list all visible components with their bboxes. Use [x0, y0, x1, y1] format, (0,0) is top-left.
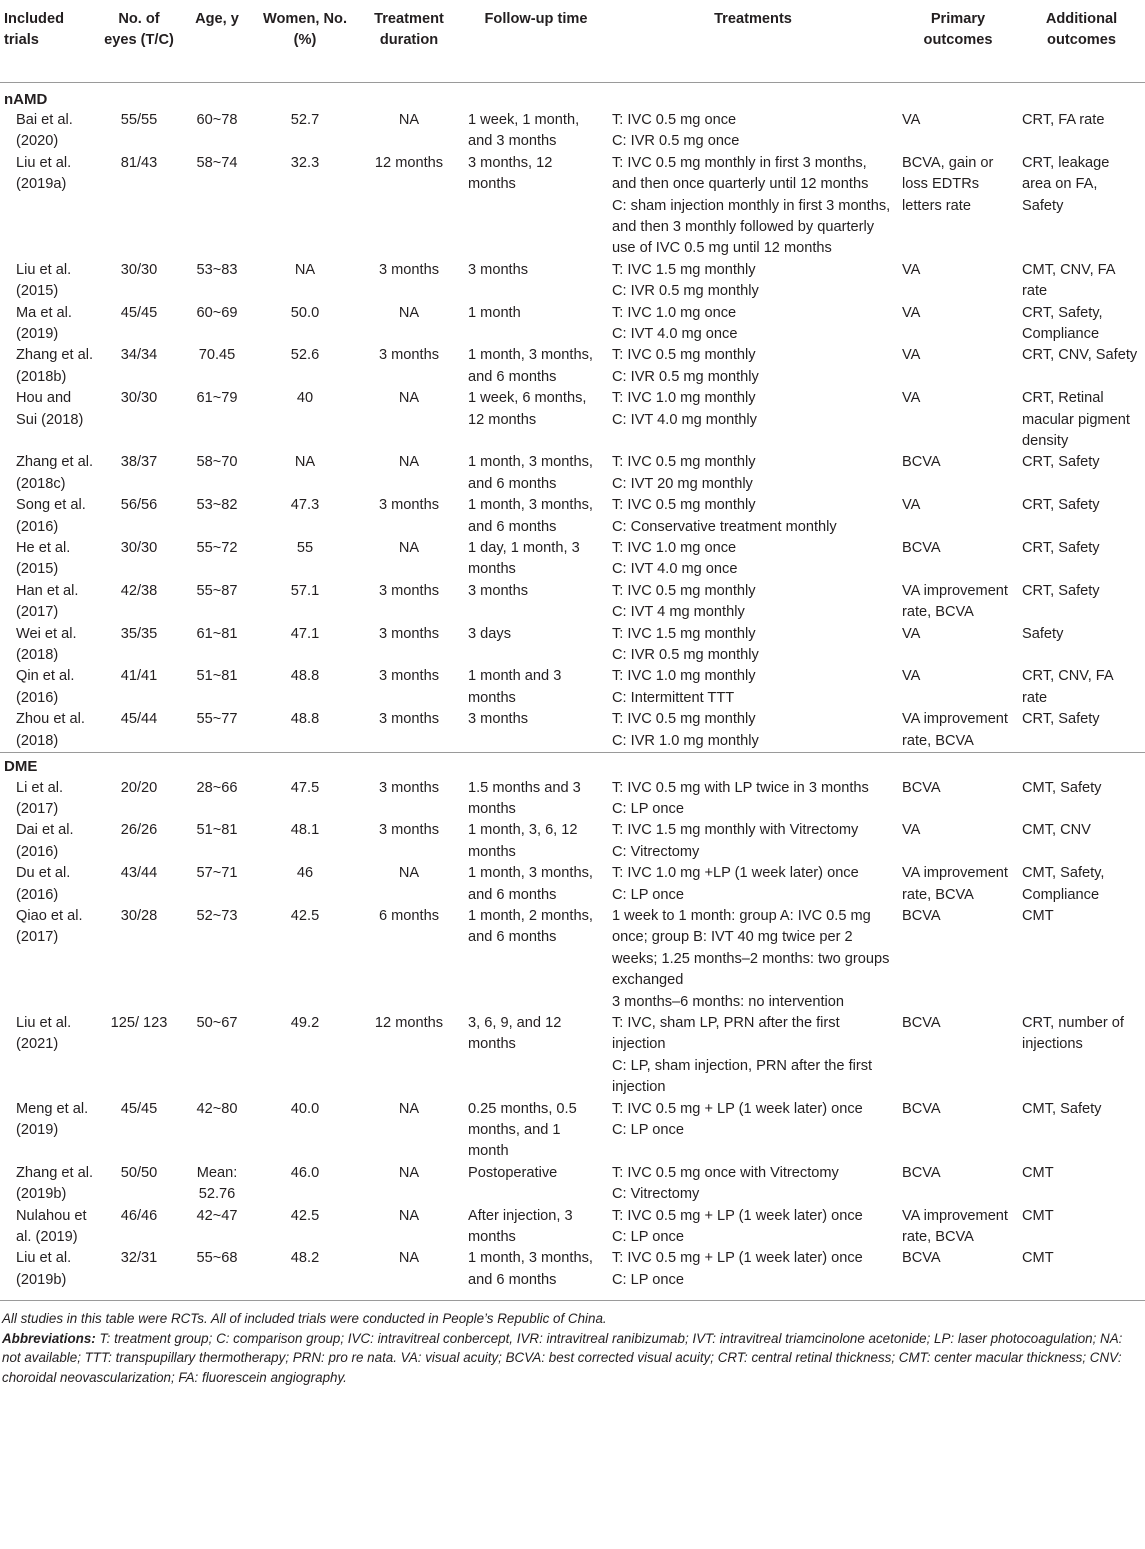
cell-primary-outcomes: BCVA	[902, 1164, 941, 1181]
cell-duration: NA	[398, 111, 420, 128]
cell-additional-outcomes: CRT, Safety	[1022, 454, 1100, 471]
table-row	[0, 538, 1145, 581]
cell-additional-outcomes: CMT, CNV	[1022, 822, 1091, 839]
cell-eyes: 50/50	[120, 1164, 158, 1181]
cell-age: 28~66	[196, 779, 238, 796]
col-header-additional-outcomes: Additional outcomes	[1018, 0, 1145, 82]
table-row	[0, 863, 1145, 906]
cell-duration: 3 months	[378, 668, 440, 685]
cell-additional-outcomes: CMT	[1022, 1207, 1054, 1224]
cell-follow-up: 1 month	[468, 304, 521, 321]
cell-eyes: 30/30	[120, 390, 158, 407]
cell-trial: Liu et al. (2015)	[16, 261, 72, 300]
table-row	[0, 345, 1145, 388]
cell-primary-outcomes: VA improvement rate, BCVA	[902, 865, 1008, 903]
cell-trial: Ma et al. (2019)	[16, 304, 72, 342]
cell-age: 42~80	[196, 1100, 238, 1117]
cell-eyes: 56/56	[120, 497, 158, 514]
cell-trial: Han et al. (2017)	[16, 582, 79, 621]
table-row	[0, 388, 1145, 452]
cell-primary-outcomes: VA	[902, 497, 921, 514]
cell-treatments: T: IVC 1.0 mg once C: IVT 4.0 mg once	[612, 304, 738, 342]
cell-follow-up: 1 month, 3 months, and 6 months	[468, 865, 593, 903]
cell-women: 32.3	[290, 154, 320, 171]
cell-trial: Du et al. (2016)	[16, 865, 71, 903]
cell-treatments: T: IVC 1.5 mg monthly C: IVR 0.5 mg monthly	[612, 261, 759, 300]
cell-women: 40	[296, 390, 314, 407]
cell-trial: He et al. (2015)	[16, 540, 71, 578]
cell-follow-up: 0.25 months, 0.5 months, and 1 month	[468, 1100, 577, 1160]
cell-age: 55~77	[196, 711, 238, 728]
cell-age: 57~71	[196, 865, 238, 882]
cell-women: 49.2	[290, 1014, 320, 1031]
cell-follow-up: 1 month and 3 months	[468, 668, 562, 706]
cell-age: 50~67	[196, 1014, 238, 1031]
cell-additional-outcomes: CMT, Safety, Compliance	[1022, 865, 1105, 903]
cell-women: 46.0	[290, 1164, 320, 1181]
cell-primary-outcomes: VA	[902, 625, 921, 642]
cell-follow-up: 3 months	[468, 261, 529, 278]
cell-women: 40.0	[290, 1100, 320, 1117]
cell-trial: Hou and Sui (2018)	[16, 390, 84, 428]
cell-eyes: 30/30	[120, 540, 158, 557]
col-header-no-of-eyes: No. of eyes (T/C)	[100, 0, 178, 82]
cell-age: 70.45	[198, 347, 236, 364]
cell-follow-up: 3, 6, 9, and 12 months	[468, 1014, 562, 1053]
cell-women: 48.2	[290, 1250, 320, 1267]
section-row	[0, 82, 1145, 110]
table-row	[0, 303, 1145, 346]
cell-trial: Zhou et al. (2018)	[16, 711, 85, 749]
cell-follow-up: 1.5 months and 3 months	[468, 779, 581, 817]
cell-additional-outcomes: CMT, Safety	[1022, 779, 1102, 796]
cell-treatments: T: IVC 0.5 mg monthly C: IVT 4 mg monthly	[612, 582, 756, 621]
cell-additional-outcomes: CRT, leakage area on FA, Safety	[1022, 154, 1110, 214]
cell-eyes: 34/34	[120, 347, 158, 364]
cell-follow-up: Postoperative	[468, 1164, 558, 1181]
cell-follow-up: 1 month, 3 months, and 6 months	[468, 1250, 593, 1288]
cell-treatments: T: IVC 1.5 mg monthly with Vitrectomy C: Vitrectomy	[612, 822, 859, 860]
cell-treatments: T: IVC 1.0 mg monthly C: Intermittent TTT	[612, 668, 756, 706]
cell-women: 42.5	[290, 1207, 320, 1224]
cell-age: 55~72	[196, 540, 238, 557]
cell-age: 53~83	[196, 261, 238, 278]
cell-duration: 3 months	[378, 261, 440, 278]
cell-follow-up: 1 month, 3, 6, 12 months	[468, 822, 578, 860]
table-row	[0, 1013, 1145, 1099]
cell-eyes: 26/26	[120, 822, 158, 839]
cell-treatments: T: IVC 0.5 mg + LP (1 week later) once C: LP once	[612, 1250, 863, 1288]
cell-duration: NA	[398, 1100, 420, 1117]
cell-additional-outcomes: Safety	[1022, 625, 1064, 642]
cell-age: 51~81	[196, 668, 238, 685]
cell-treatments: T: IVC, sham LP, PRN after the first injection C: LP, sham injection, PRN after the first injection	[612, 1014, 873, 1096]
cell-follow-up: 3 months	[468, 711, 529, 728]
table-row	[0, 495, 1145, 538]
cell-primary-outcomes: BCVA	[902, 454, 941, 471]
cell-trial: Zhang et al. (2018c)	[16, 454, 94, 492]
cell-eyes: 45/45	[120, 304, 158, 321]
table-row	[0, 110, 1145, 153]
cell-women: 57.1	[290, 582, 320, 599]
cell-primary-outcomes: VA	[902, 822, 921, 839]
cell-duration: 3 months	[378, 497, 440, 514]
cell-trial: Zhang et al. (2018b)	[16, 347, 94, 385]
cell-treatments: 1 week to 1 month: group A: IVC 0.5 mg once; group B: IVT 40 mg twice per 2 weeks; 1.25 months–2 months: two groups exchanged 3 months–6 months: no intervention	[612, 907, 890, 1010]
cell-follow-up: 1 month, 3 months, and 6 months	[468, 454, 593, 492]
col-header-included-trials: Included trials	[0, 0, 100, 82]
cell-follow-up: 1 month, 3 months, and 6 months	[468, 347, 593, 385]
cell-duration: NA	[398, 540, 420, 557]
cell-women: 42.5	[290, 907, 320, 924]
table-row	[0, 778, 1145, 821]
table-row	[0, 581, 1145, 624]
cell-primary-outcomes: VA	[902, 668, 921, 685]
cell-women: 48.1	[290, 822, 320, 839]
cell-duration: NA	[398, 304, 420, 321]
cell-follow-up: 1 month, 2 months, and 6 months	[468, 907, 593, 946]
cell-age: 51~81	[196, 822, 238, 839]
cell-age: Mean: 52.76	[196, 1164, 238, 1203]
cell-trial: Zhang et al. (2019b)	[16, 1164, 94, 1203]
cell-eyes: 81/43	[120, 154, 158, 171]
table-row	[0, 1248, 1145, 1300]
cell-duration: 3 months	[378, 822, 440, 839]
cell-trial: Liu et al. (2021)	[16, 1014, 72, 1053]
cell-women: 52.6	[290, 347, 320, 364]
cell-age: 42~47	[196, 1207, 238, 1224]
cell-primary-outcomes: BCVA	[902, 907, 941, 924]
cell-eyes: 45/44	[120, 711, 158, 728]
table-row	[0, 1163, 1145, 1206]
cell-duration: 12 months	[374, 1014, 444, 1031]
cell-women: NA	[294, 454, 316, 471]
cell-follow-up: 1 week, 6 months, 12 months	[468, 390, 587, 428]
table-row	[0, 820, 1145, 863]
cell-primary-outcomes: BCVA	[902, 1100, 941, 1117]
cell-primary-outcomes: VA	[902, 261, 921, 278]
cell-duration: 3 months	[378, 347, 440, 364]
cell-trial: Qin et al. (2016)	[16, 668, 75, 706]
cell-eyes: 55/55	[120, 111, 158, 128]
cell-eyes: 42/38	[120, 582, 158, 599]
cell-primary-outcomes: VA improvement rate, BCVA	[902, 711, 1008, 749]
cell-treatments: T: IVC 1.5 mg monthly C: IVR 0.5 mg monthly	[612, 625, 759, 664]
cell-primary-outcomes: BCVA	[902, 1250, 941, 1267]
cell-duration: 3 months	[378, 582, 440, 599]
cell-follow-up: 1 week, 1 month, and 3 months	[468, 111, 580, 150]
abbreviations-text: T: treatment group; C: comparison group; IVC: intravitreal conbercept, IVR: intravitreal ranibizumab; IVT: intravitreal triamcinolone acetonide; LP: laser photocoagulation; NA: not available; TTT: transpupillary thermotherapy; PRN: pro re nata. VA: visual acuity; BCVA: best corrected visual acuity; CRT: central retinal thickness; CMT: center macular thickness; CNV: choroidal neovascularization; FA: fluorescein angiography.	[2, 1330, 1123, 1385]
cell-follow-up: 3 months, 12 months	[468, 154, 553, 193]
cell-additional-outcomes: CMT	[1022, 1164, 1054, 1181]
table-row	[0, 1206, 1145, 1249]
table-row	[0, 1099, 1145, 1163]
cell-age: 61~79	[196, 390, 238, 407]
cell-primary-outcomes: VA improvement rate, BCVA	[902, 1207, 1008, 1246]
cell-additional-outcomes: CMT	[1022, 1250, 1054, 1267]
cell-eyes: 32/31	[120, 1250, 158, 1267]
cell-duration: 3 months	[378, 779, 440, 796]
cell-eyes: 46/46	[120, 1207, 158, 1224]
cell-additional-outcomes: CRT, Safety	[1022, 497, 1100, 514]
table-row	[0, 624, 1145, 667]
col-header-primary-outcomes: Primary outcomes	[898, 0, 1018, 82]
cell-primary-outcomes: VA	[902, 390, 921, 407]
cell-eyes: 125/ 123	[110, 1014, 168, 1031]
cell-additional-outcomes: CRT, Safety	[1022, 582, 1100, 599]
section-label: nAMD	[4, 90, 48, 108]
cell-eyes: 30/30	[120, 261, 158, 278]
col-header-treatments: Treatments	[608, 0, 898, 82]
cell-treatments: T: IVC 1.0 mg monthly C: IVT 4.0 mg monthly	[612, 390, 757, 428]
cell-trial: Bai et al. (2020)	[16, 111, 73, 150]
cell-primary-outcomes: BCVA	[902, 779, 941, 796]
cell-additional-outcomes: CRT, Safety	[1022, 711, 1100, 728]
cell-follow-up: After injection, 3 months	[468, 1207, 573, 1246]
col-header-follow-up-time: Follow-up time	[464, 0, 608, 82]
cell-treatments: T: IVC 0.5 mg with LP twice in 3 months C: LP once	[612, 779, 869, 817]
cell-trial: Wei et al. (2018)	[16, 625, 77, 664]
cell-women: 48.8	[290, 711, 320, 728]
cell-treatments: T: IVC 1.0 mg once C: IVT 4.0 mg once	[612, 540, 738, 578]
table-row	[0, 260, 1145, 303]
cell-women: NA	[294, 261, 316, 278]
cell-additional-outcomes: CMT, CNV, FA rate	[1022, 261, 1115, 300]
cell-women: 48.8	[290, 668, 320, 685]
cell-treatments: T: IVC 0.5 mg monthly C: Conservative treatment monthly	[612, 497, 837, 535]
cell-women: 47.5	[290, 779, 320, 796]
cell-additional-outcomes: CRT, Safety, Compliance	[1022, 304, 1103, 342]
table-row	[0, 452, 1145, 495]
cell-eyes: 43/44	[120, 865, 158, 882]
cell-additional-outcomes: CRT, number of injections	[1022, 1014, 1124, 1053]
cell-additional-outcomes: CRT, Retinal macular pigment density	[1022, 390, 1130, 449]
cell-eyes: 41/41	[120, 668, 158, 685]
table-row	[0, 709, 1145, 752]
cell-additional-outcomes: CMT	[1022, 907, 1054, 924]
cell-additional-outcomes: CRT, FA rate	[1022, 111, 1105, 128]
cell-eyes: 35/35	[120, 625, 158, 642]
cell-treatments: T: IVC 0.5 mg once with Vitrectomy C: Vitrectomy	[612, 1164, 839, 1203]
cell-age: 55~68	[196, 1250, 238, 1267]
cell-duration: NA	[398, 390, 420, 407]
cell-treatments: T: IVC 0.5 mg + LP (1 week later) once C: LP once	[612, 1207, 863, 1246]
cell-primary-outcomes: VA	[902, 111, 921, 128]
cell-additional-outcomes: CMT, Safety	[1022, 1100, 1102, 1117]
cell-eyes: 38/37	[120, 454, 158, 471]
cell-treatments: T: IVC 0.5 mg once C: IVR 0.5 mg once	[612, 111, 740, 150]
cell-treatments: T: IVC 0.5 mg monthly in first 3 months, and then once quarterly until 12 months C: sham injection monthly in first 3 months, and then 3 monthly followed by quarterly use of IVC 0.5 mg until 12 months	[612, 154, 891, 257]
table-row	[0, 666, 1145, 709]
cell-duration: 3 months	[378, 711, 440, 728]
cell-follow-up: 3 days	[468, 625, 511, 642]
cell-duration: 6 months	[378, 907, 440, 924]
cell-women: 47.3	[290, 497, 320, 514]
cell-treatments: T: IVC 0.5 mg monthly C: IVT 20 mg monthly	[612, 454, 756, 492]
abbreviations-label: Abbreviations:	[2, 1330, 96, 1346]
cell-age: 58~74	[196, 154, 238, 171]
table-body	[0, 82, 1145, 1300]
cell-eyes: 30/28	[120, 907, 158, 924]
cell-women: 46	[296, 865, 314, 882]
table-row	[0, 153, 1145, 260]
footnote-abbreviations	[2, 1329, 1143, 1388]
cell-additional-outcomes: CRT, CNV, Safety	[1022, 347, 1138, 364]
table-footnote	[0, 1301, 1145, 1387]
cell-eyes: 45/45	[120, 1100, 158, 1117]
cell-treatments: T: IVC 0.5 mg + LP (1 week later) once C: LP once	[612, 1100, 863, 1138]
cell-age: 58~70	[196, 454, 238, 471]
cell-follow-up: 1 month, 3 months, and 6 months	[468, 497, 593, 535]
cell-additional-outcomes: CRT, CNV, FA rate	[1022, 668, 1113, 706]
cell-age: 60~69	[196, 304, 238, 321]
cell-eyes: 20/20	[120, 779, 158, 796]
cell-duration: 3 months	[378, 625, 440, 642]
cell-duration: 12 months	[374, 154, 444, 171]
cell-additional-outcomes: CRT, Safety	[1022, 540, 1100, 557]
cell-follow-up: 3 months	[468, 582, 529, 599]
cell-women: 55	[296, 540, 314, 557]
cell-primary-outcomes: VA	[902, 304, 921, 321]
cell-treatments: T: IVC 0.5 mg monthly C: IVR 0.5 mg monthly	[612, 347, 759, 385]
cell-age: 52~73	[196, 907, 238, 924]
cell-trial: Nulahou et al. (2019)	[16, 1207, 87, 1246]
cell-age: 61~81	[196, 625, 238, 642]
cell-trial: Liu et al. (2019a)	[16, 154, 72, 193]
cell-primary-outcomes: BCVA, gain or loss EDTRs letters rate	[902, 154, 994, 214]
cell-duration: NA	[398, 1250, 420, 1267]
col-header-treatment-duration: Treatment duration	[354, 0, 464, 82]
cell-primary-outcomes: VA improvement rate, BCVA	[902, 582, 1008, 621]
table-row	[0, 906, 1145, 1013]
cell-trial: Li et al. (2017)	[16, 779, 64, 817]
cell-age: 55~87	[196, 582, 238, 599]
cell-duration: NA	[398, 454, 420, 471]
cell-follow-up: 1 day, 1 month, 3 months	[468, 540, 580, 578]
cell-women: 52.7	[290, 111, 320, 128]
cell-trial: Qiao et al. (2017)	[16, 907, 83, 946]
col-header-women: Women, No. (%)	[256, 0, 354, 82]
footnote-note: All studies in this table were RCTs. All of included trials were conducted in People’s Republic of China.	[2, 1311, 607, 1327]
cell-trial: Dai et al. (2016)	[16, 822, 74, 860]
cell-trial: Liu et al. (2019b)	[16, 1250, 72, 1288]
cell-treatments: T: IVC 0.5 mg monthly C: IVR 1.0 mg monthly	[612, 711, 759, 749]
cell-trial: Song et al. (2016)	[16, 497, 86, 535]
section-label: DME	[0, 753, 1145, 778]
cell-duration: NA	[398, 1207, 420, 1224]
cell-age: 60~78	[196, 111, 238, 128]
cell-women: 50.0	[290, 304, 320, 321]
cell-primary-outcomes: VA	[902, 347, 921, 364]
col-header-age: Age, y	[178, 0, 256, 82]
header-row	[0, 0, 1145, 82]
cell-duration: NA	[398, 865, 420, 882]
cell-duration: NA	[398, 1164, 420, 1181]
cell-age: 53~82	[196, 497, 238, 514]
section-row	[0, 753, 1145, 778]
cell-primary-outcomes: BCVA	[902, 1014, 941, 1031]
cell-primary-outcomes: BCVA	[902, 540, 941, 557]
cell-trial: Meng et al. (2019)	[16, 1100, 89, 1138]
cell-treatments: T: IVC 1.0 mg +LP (1 week later) once C: LP once	[612, 865, 859, 903]
cell-women: 47.1	[290, 625, 320, 642]
